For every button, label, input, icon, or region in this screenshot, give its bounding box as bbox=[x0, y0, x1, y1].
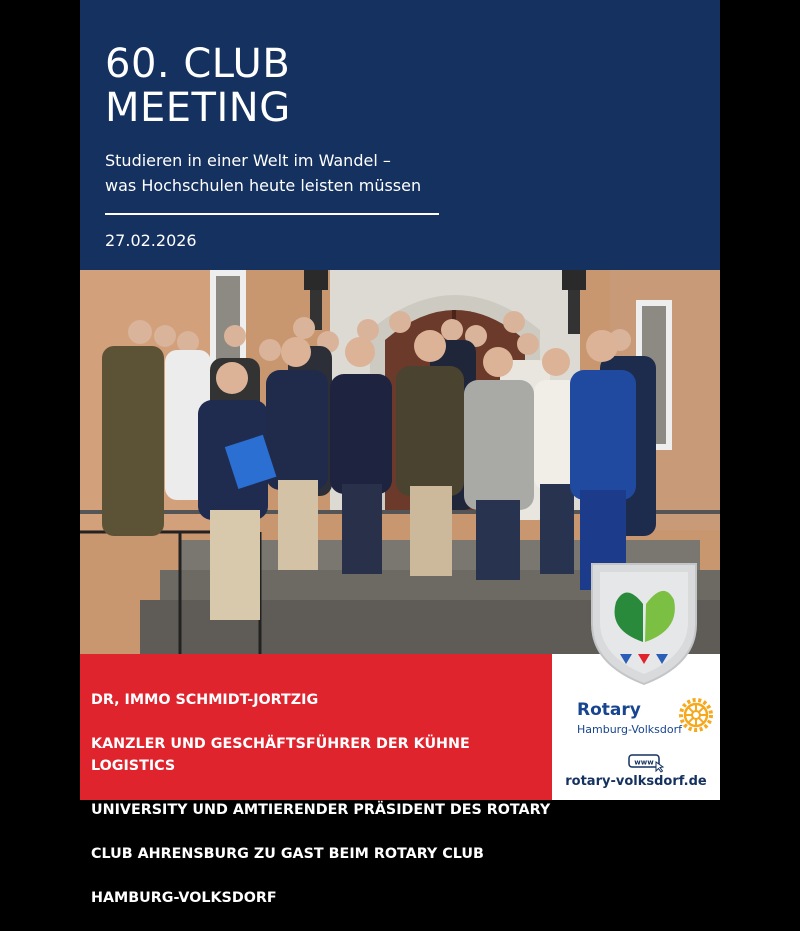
speaker-caption bbox=[91, 667, 552, 931]
caption-line: UNIVERSITY UND AMTIERENDER PRÄSIDENT DES ROTARY bbox=[91, 802, 551, 818]
title-line-1: 60. CLUB bbox=[105, 41, 291, 87]
meeting-date: 27.02.2026 bbox=[105, 231, 197, 250]
rotary-wheel-icon bbox=[679, 698, 713, 732]
caption-line: CLUB AHRENSBURG ZU GAST BEIM ROTARY CLUB bbox=[91, 846, 484, 862]
www-icon bbox=[628, 754, 668, 772]
subtitle-line-1: Studieren in einer Welt im Wandel – bbox=[105, 151, 391, 170]
subtitle bbox=[105, 148, 525, 198]
rotary-club-name: Hamburg-Volksdorf bbox=[577, 723, 682, 736]
caption-line: HAMBURG-VOLKSDORF bbox=[91, 890, 277, 906]
www-label: www bbox=[634, 758, 654, 767]
website-link[interactable]: rotary-volksdorf.de bbox=[565, 774, 707, 789]
poster bbox=[80, 0, 720, 906]
club-crest-icon bbox=[588, 560, 700, 686]
subtitle-line-2: was Hochschulen heute leisten müssen bbox=[105, 176, 422, 195]
rotary-name: Rotary bbox=[577, 700, 641, 720]
caption-line: DR, IMMO SCHMIDT-JORTZIG bbox=[91, 692, 319, 708]
caption-line: KANZLER UND GESCHÄFTSFÜHRER DER KÜHNE LOGISTICS bbox=[91, 736, 470, 774]
title-line-2: MEETING bbox=[105, 85, 291, 131]
speaker-caption-box bbox=[80, 654, 552, 906]
header bbox=[80, 0, 720, 270]
page-title bbox=[105, 42, 505, 130]
divider bbox=[105, 213, 439, 215]
